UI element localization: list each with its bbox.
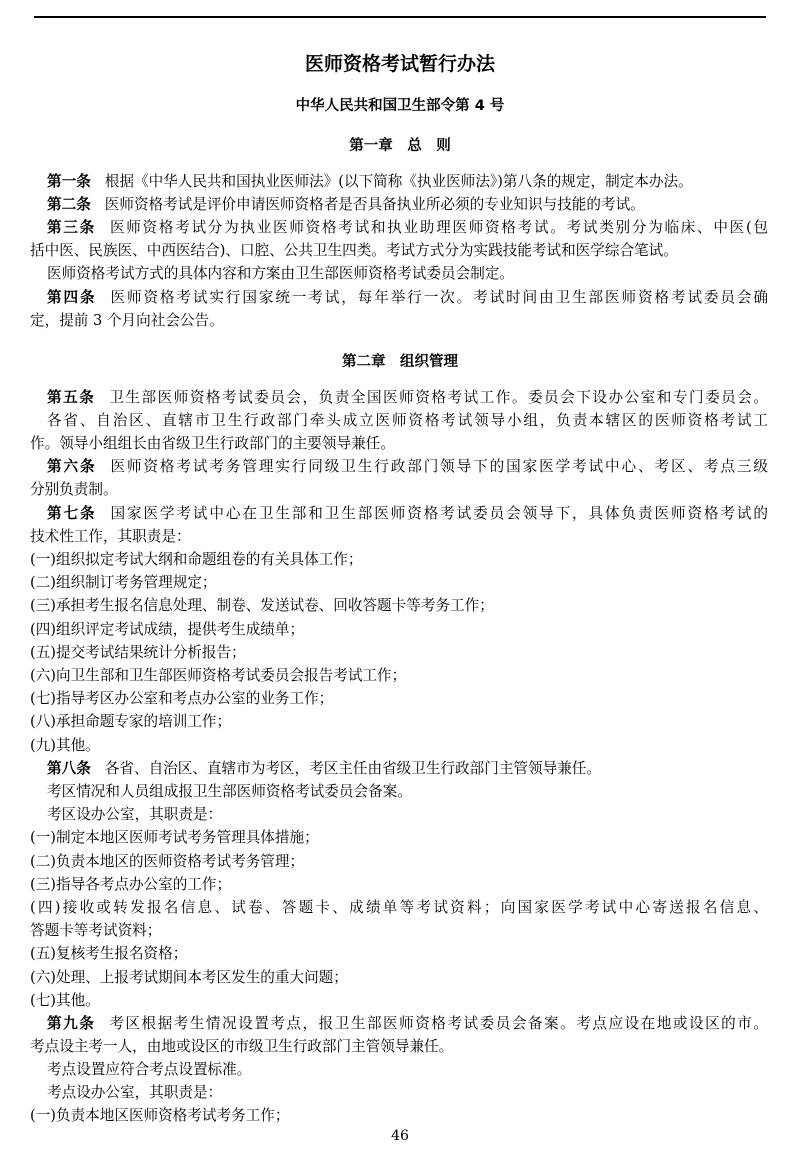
line-text: 各省、自治区、直辖市为考区，考区主任由省级卫生行政部门主管领导兼任。 [104,760,601,777]
article-line [47,196,645,214]
article-line [47,389,768,407]
list-item: (一)制定本地区医师考试考务管理具体措施； [30,829,319,846]
list-item: (二)组织制订考务管理规定； [30,574,217,591]
article-line [47,173,693,191]
list-item: (六)向卫生部和卫生部医师资格考试委员会报告考试工作； [30,667,407,684]
text-line: 技术性工作，其职责是： [30,528,191,545]
text-line: 考点设主考一人，由地或设区的市级卫生行政部门主管领导兼任。 [30,1038,454,1055]
article-label: 第五条 [47,389,96,406]
top-rule [34,16,766,18]
list-item: (二)负责本地区的医师资格考试考务管理； [30,853,305,870]
list-item: (三)承担考生报名信息处理、制卷、发送试卷、回收答题卡等考务工作； [30,597,494,614]
article-label: 第六条 [47,458,97,475]
text-line: 考点设置应符合考点设置标准。 [47,1061,252,1078]
article-line [47,1015,768,1033]
line-text: 医师资格考试分为执业医师资格考试和执业助理医师资格考试。考试类别分为临床、中医(包 [109,219,768,236]
list-item: (一)组织拟定考试大纲和命题组卷的有关具体工作； [30,551,363,568]
line-text: 根据《中华人民共和国执业医师法》(以下简称《执业医师法》)第八条的规定，制定本办法。 [104,173,693,190]
article-line [47,458,768,476]
text-line: 医师资格考试方式的具体内容和方案由卫生部医师资格考试委员会制定。 [47,265,515,282]
line-text: 医师资格考试考务管理实行同级卫生行政部门领导下的国家医学考试中心、考区、考点三级 [110,458,768,475]
article-label: 第二条 [47,196,91,213]
article-label: 第三条 [47,219,96,236]
list-item: (八)承担命题专家的培训工作； [30,713,232,730]
article-line [47,289,768,307]
chapter-heading-2: 第二章 组织管理 [342,354,458,370]
text-line: 作。领导小组组长由省级卫生行政部门的主要领导兼任。 [30,435,395,452]
list-item: (七)其他。 [30,992,100,1009]
text-line: 括中医、民族医、中西医结合)、口腔、公共卫生四类。考试方式分为实践技能考试和医学综合笔试。 [30,242,678,259]
list-item: (五)复核考生报名资格； [30,945,188,962]
list-item: (三)指导各考点办公室的工作； [30,876,232,893]
text-line: 定，提前 3 个月向社会公告。 [30,312,224,329]
list-item: (四)组织评定考试成绩，提供考生成绩单； [30,621,305,638]
article-label: 第一条 [47,173,91,190]
list-item: (七)指导考区办公室和考点办公室的业务工作； [30,690,334,707]
article-line [47,760,601,778]
list-item: (五)提交考试结果统计分析报告； [30,644,246,661]
text-line: 各省、自治区、直辖市卫生行政部门牵头成立医师资格考试领导小组，负责本辖区的医师资格考试工 [47,412,768,429]
chapter-heading-1: 第一章 总 则 [349,138,451,154]
text-line: 考区设办公室，其职责是： [47,806,223,823]
line-text: 国家医学考试中心在卫生部和卫生部医师资格考试委员会领导下，具体负责医师资格考试的 [110,505,768,522]
line-text: 考区根据考生情况设置考点，报卫生部医师资格考试委员会备案。考点应设在地或设区的市。 [109,1015,768,1032]
list-item: (九)其他。 [30,737,100,754]
text-line: 考点设办公室，其职责是： [47,1084,223,1101]
line-text: 医师资格考试实行国家统一考试，每年举行一次。考试时间由卫生部医师资格考试委员会确 [110,289,768,306]
article-label: 第七条 [47,505,97,522]
line-text: 卫生部医师资格考试委员会，负责全国医师资格考试工作。委员会下设办公室和专门委员会。 [109,389,768,406]
document-title: 医师资格考试暂行办法 [304,53,495,75]
line-text: 医师资格考试是评价申请医师资格者是否具备执业所必须的专业知识与技能的考试。 [104,196,645,213]
article-label: 第九条 [47,1015,96,1032]
document-subtitle: 中华人民共和国卫生部令第 4 号 [295,98,505,114]
text-line: 考区情况和人员组成报卫生部医师资格考试委员会备案。 [47,783,412,800]
page-number: 46 [391,1128,409,1144]
text-line: 分别负责制。 [30,481,118,498]
article-label: 第八条 [47,760,91,777]
list-item: (一)负责本地区医师资格考试考务工作； [30,1107,290,1124]
text-line: 答题卡等考试资料； [30,922,162,939]
article-label: 第四条 [47,289,97,306]
article-line [47,219,768,237]
list-item: (六)处理、上报考试期间本考区发生的重大问题； [30,969,348,986]
list-item: (四)接收或转发报名信息、试卷、答题卡、成绩单等考试资料；向国家医学考试中心寄送报名信息、 [30,899,768,916]
article-line [47,505,768,523]
